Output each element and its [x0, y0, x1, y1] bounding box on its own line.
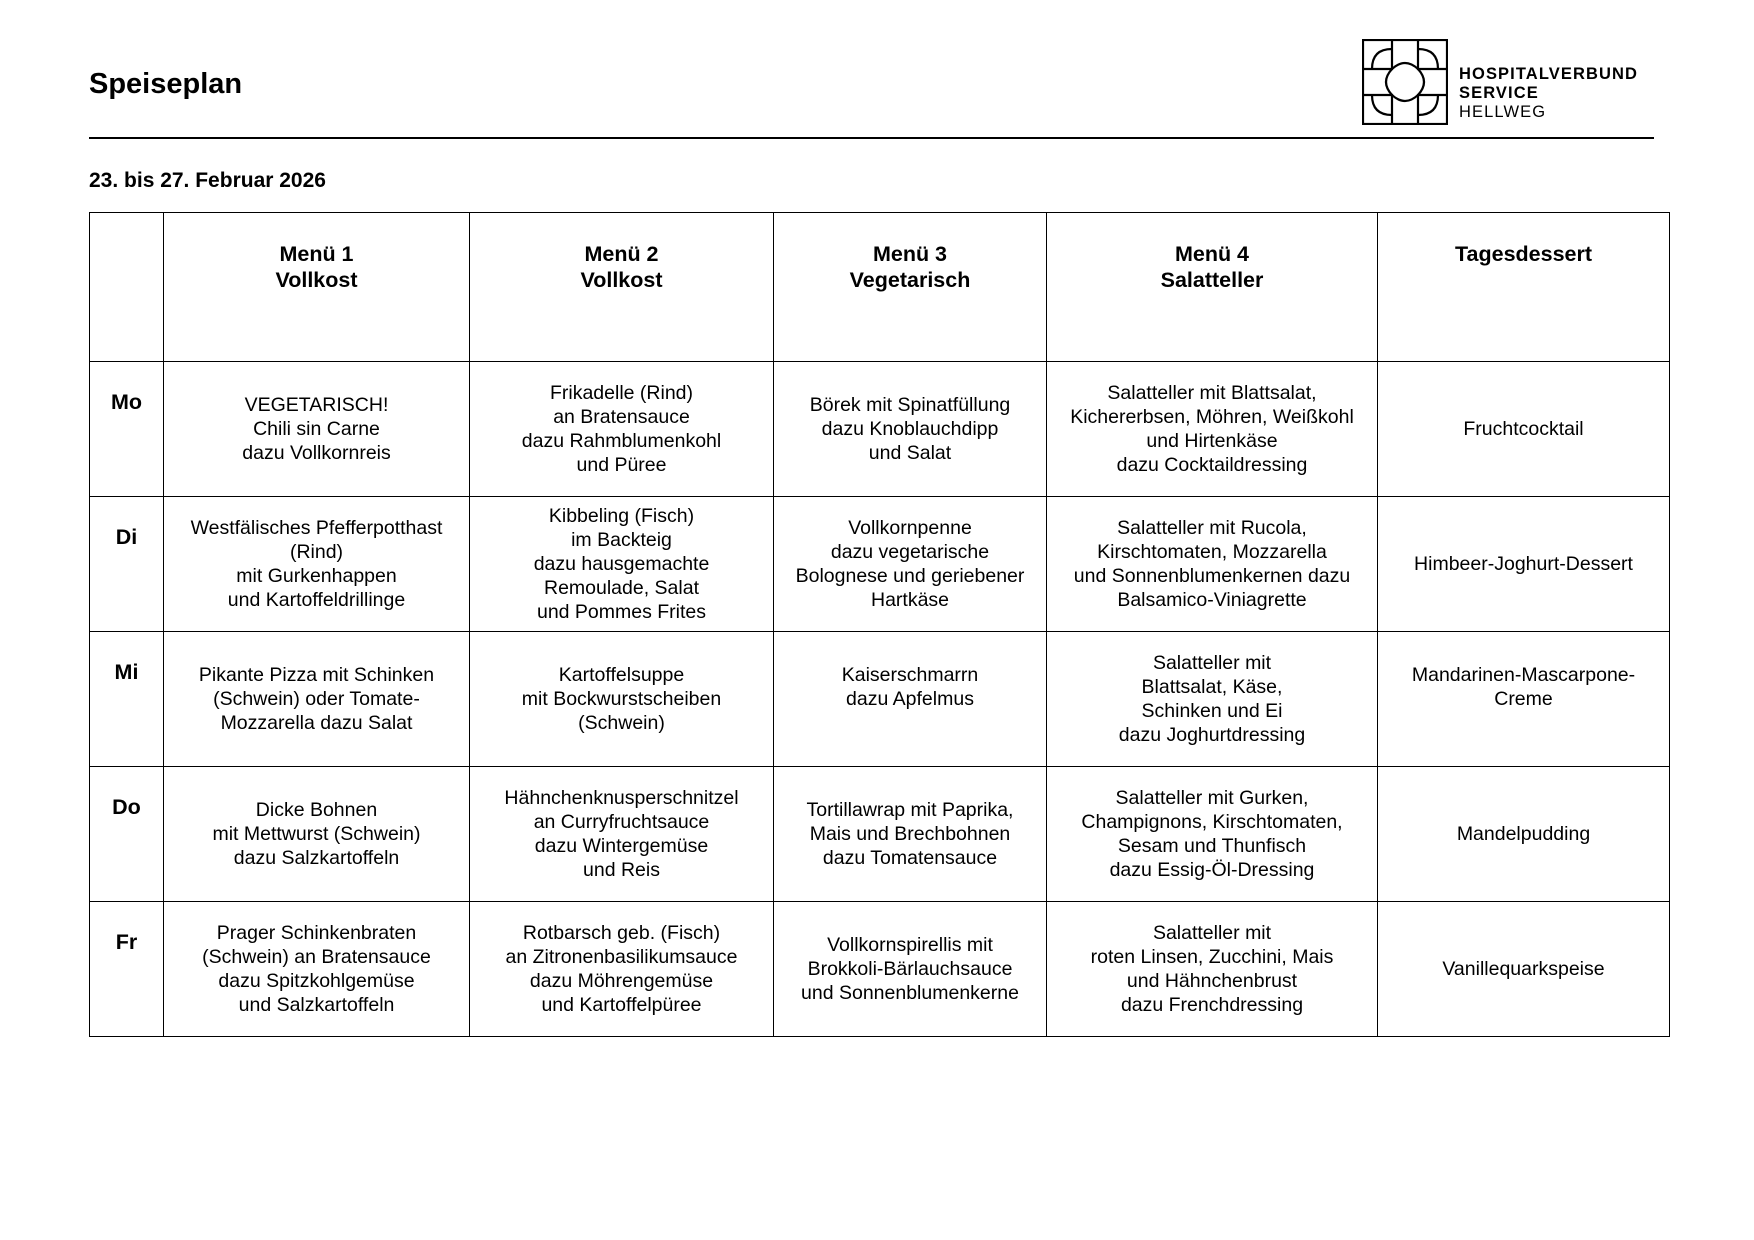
- column-header-menu-3: Menü 3 Vegetarisch: [774, 213, 1047, 362]
- menu-cell: VEGETARISCH! Chili sin Carne dazu Vollkornreis: [164, 362, 470, 497]
- header-empty-cell: [90, 213, 164, 362]
- column-header-menu-4: Menü 4 Salatteller: [1047, 213, 1378, 362]
- menu-cell: Vollkornspirellis mit Brokkoli-Bärlauchsauce und Sonnenblumenkerne: [774, 902, 1047, 1037]
- menu-cell: Kibbeling (Fisch) im Backteig dazu hausgemachte Remoulade, Salat und Pommes Frites: [470, 497, 774, 632]
- dessert-cell: Himbeer-Joghurt-Dessert: [1378, 497, 1670, 632]
- menu-cell: Hähnchenknusperschnitzel an Curryfruchtsauce dazu Wintergemüse und Reis: [470, 767, 774, 902]
- company-logo: [1362, 39, 1662, 127]
- menu-cell: Pikante Pizza mit Schinken (Schwein) oder Tomate- Mozzarella dazu Salat: [164, 632, 470, 767]
- menu-cell: Prager Schinkenbraten (Schwein) an Bratensauce dazu Spitzkohlgemüse und Salzkartoffeln: [164, 902, 470, 1037]
- day-label: Mo: [90, 362, 164, 497]
- table-row-monday: [90, 362, 1670, 497]
- menu-cell: Kartoffelsuppe mit Bockwurstscheiben (Schwein): [470, 632, 774, 767]
- menu-cell: Salatteller mit Gurken, Champignons, Kirschtomaten, Sesam und Thunfisch dazu Essig-Öl-Dressing: [1047, 767, 1378, 902]
- menu-cell: Vollkornpenne dazu vegetarische Bolognese und geriebener Hartkäse: [774, 497, 1047, 632]
- menu-cell: Tortillawrap mit Paprika, Mais und Brechbohnen dazu Tomatensauce: [774, 767, 1047, 902]
- logo-line-2: SERVICE: [1459, 84, 1539, 102]
- table-row-friday: [90, 902, 1670, 1037]
- table-row-thursday: [90, 767, 1670, 902]
- dessert-cell: Fruchtcocktail: [1378, 362, 1670, 497]
- day-label: Do: [90, 767, 164, 902]
- logo-line-3: HELLWEG: [1459, 103, 1547, 121]
- page-title: Speiseplan: [89, 68, 243, 100]
- menu-table: [89, 212, 1670, 1037]
- dessert-cell: Mandarinen-Mascarpone- Creme: [1378, 632, 1670, 767]
- menu-cell: Westfälisches Pfefferpotthast (Rind) mit Gurkenhappen und Kartoffeldrillinge: [164, 497, 470, 632]
- menu-cell: Kaiserschmarrn dazu Apfelmus: [774, 632, 1047, 767]
- day-label: Di: [90, 497, 164, 632]
- logo-text: [1459, 65, 1638, 122]
- menu-cell: Börek mit Spinatfüllung dazu Knoblauchdipp und Salat: [774, 362, 1047, 497]
- header-divider: [89, 137, 1654, 139]
- week-range: 23. bis 27. Februar 2026: [89, 169, 326, 192]
- column-header-dessert: Tagesdessert: [1378, 213, 1670, 362]
- menu-cell: Salatteller mit roten Linsen, Zucchini, Mais und Hähnchenbrust dazu Frenchdressing: [1047, 902, 1378, 1037]
- column-header-menu-1: Menü 1 Vollkost: [164, 213, 470, 362]
- day-label: Mi: [90, 632, 164, 767]
- column-header-menu-2: Menü 2 Vollkost: [470, 213, 774, 362]
- dessert-cell: Mandelpudding: [1378, 767, 1670, 902]
- menu-cell: Frikadelle (Rind) an Bratensauce dazu Rahmblumenkohl und Püree: [470, 362, 774, 497]
- menu-cell: Salatteller mit Blattsalat, Käse, Schinken und Ei dazu Joghurtdressing: [1047, 632, 1378, 767]
- table-row-wednesday: [90, 632, 1670, 767]
- table-row-tuesday: [90, 497, 1670, 632]
- dessert-cell: Vanillequarkspeise: [1378, 902, 1670, 1037]
- menu-cell: Rotbarsch geb. (Fisch) an Zitronenbasilikumsauce dazu Möhrengemüse und Kartoffelpüree: [470, 902, 774, 1037]
- cross-logo-icon: [1362, 39, 1448, 125]
- logo-line-1: HOSPITALVERBUND: [1459, 65, 1639, 83]
- day-label: Fr: [90, 902, 164, 1037]
- menu-cell: Dicke Bohnen mit Mettwurst (Schwein) dazu Salzkartoffeln: [164, 767, 470, 902]
- table-header-row: [90, 213, 1670, 362]
- menu-cell: Salatteller mit Blattsalat, Kichererbsen, Möhren, Weißkohl und Hirtenkäse dazu Cocktaildressing: [1047, 362, 1378, 497]
- menu-cell: Salatteller mit Rucola, Kirschtomaten, Mozzarella und Sonnenblumenkernen dazu Balsamico-Viniagrette: [1047, 497, 1378, 632]
